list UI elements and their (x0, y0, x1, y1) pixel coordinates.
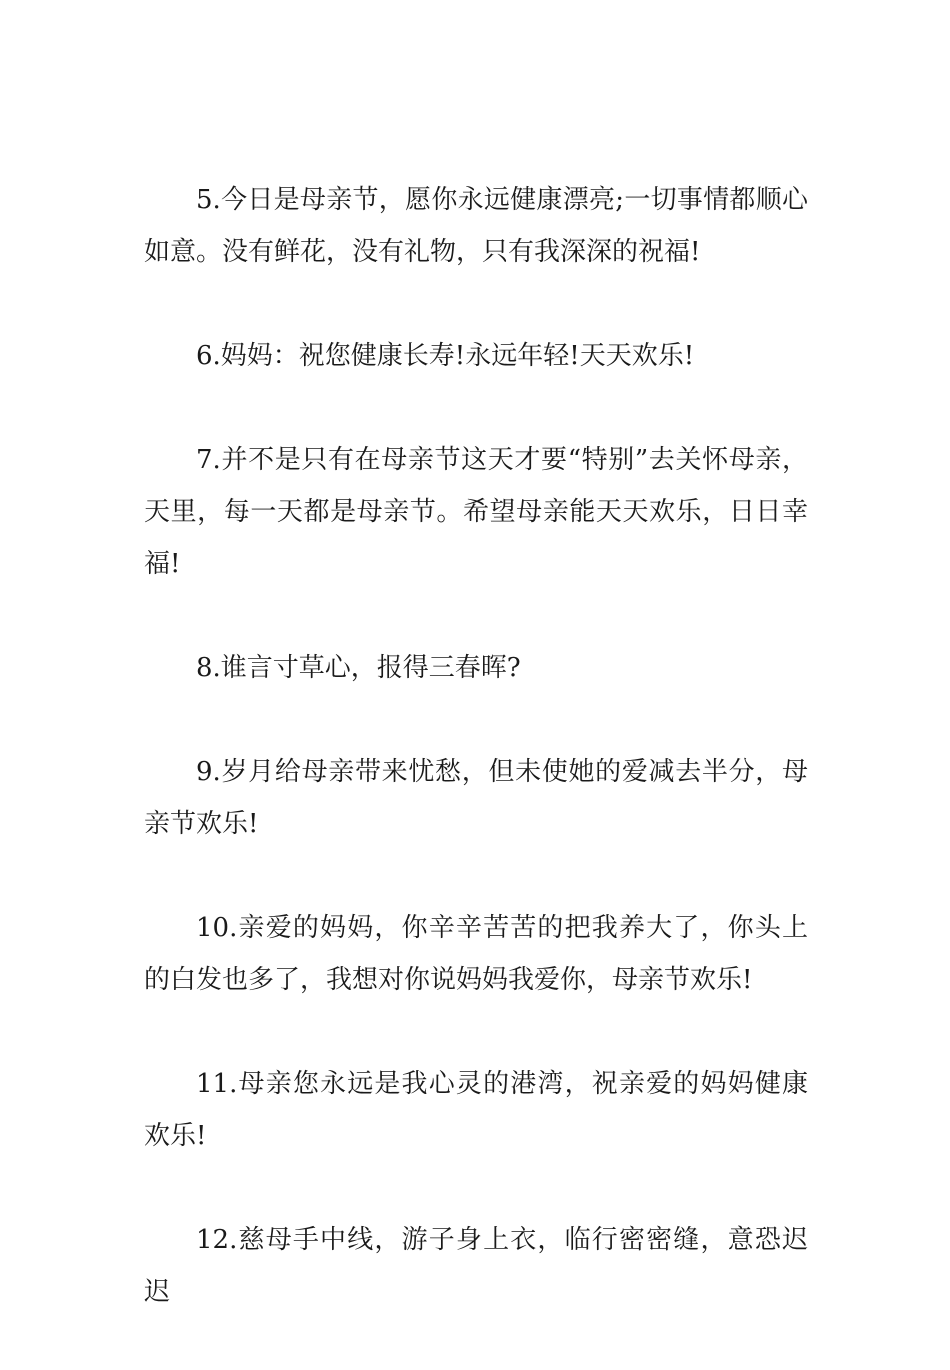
paragraph-7: 7.并不是只有在母亲节这天才要“特别”去关怀母亲，天里，每一天都是母亲节。希望母亲能天天欢乐，日日幸福! (144, 445, 808, 579)
paragraph-10: 10.亲爱的妈妈，你辛辛苦苦的把我养大了，你头上的白发也多了，我想对你说妈妈我爱你，母亲节欢乐! (144, 913, 808, 995)
paragraph-8: 8.谁言寸草心，报得三春晖? (196, 653, 521, 683)
document-body (144, 174, 808, 1370)
paragraph-9: 9.岁月给母亲带来忧愁，但未使她的爱减去半分，母亲节欢乐! (144, 757, 808, 839)
paragraph-12: 12.慈母手中线，游子身上衣，临行密密缝，意恐迟迟 (144, 1225, 808, 1307)
paragraph-5: 5.今日是母亲节，愿你永远健康漂亮;一切事情都顺心如意。没有鲜花，没有礼物，只有我深深的祝福! (144, 185, 808, 267)
paragraph-11: 11.母亲您永远是我心灵的港湾，祝亲爱的妈妈健康欢乐! (144, 1069, 808, 1151)
paragraph-6: 6.妈妈：祝您健康长寿!永远年轻!天天欢乐! (196, 341, 695, 371)
